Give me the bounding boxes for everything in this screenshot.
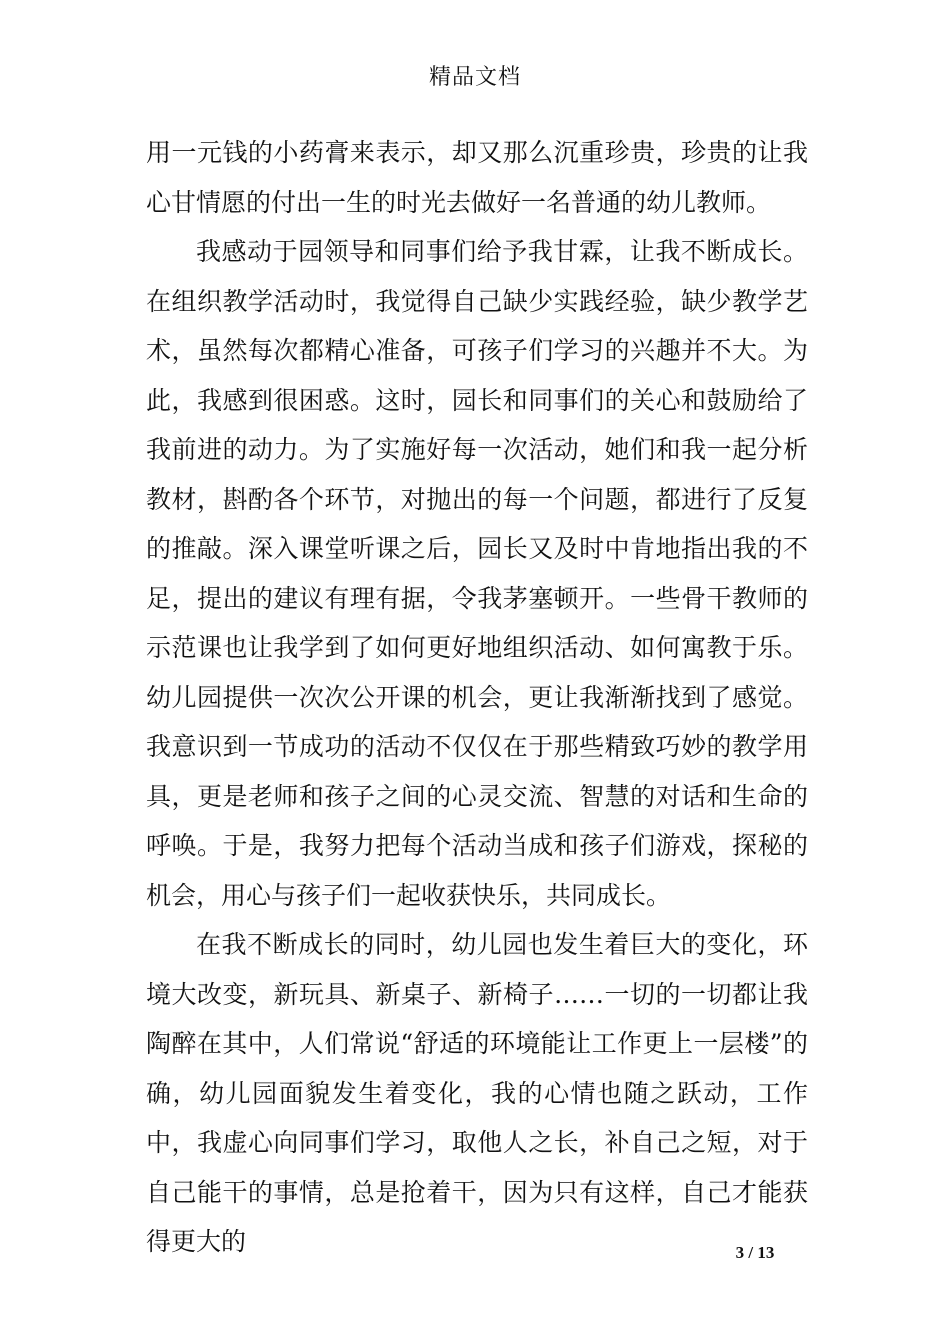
document-body: [146, 128, 808, 1267]
page-header: 精品文档: [428, 65, 521, 90]
paragraph-environment: 在我不断成长的同时，幼儿园也发生着巨大的变化，环境大改变，新玩具、新桌子、新椅子……一切的一切都让我陶醉在其中，人们常说“舒适的环境能让工作更上一层楼”的确，幼儿园面貌发生着变化，我的心情也随之跃动，工作中，我虚心向同事们学习，取他人之长，补自己之短，对于自己能干的事情，总是抢着干，因为只有这样，自己才能获得更大的: [146, 930, 808, 1256]
paragraph-gratitude: 我感动于园领导和同事们给予我甘霖，让我不断成长。在组织教学活动时，我觉得自己缺少实践经验，缺少教学艺术，虽然每次都精心准备，可孩子们学习的兴趣并不大。为此，我感到很困惑。这时，园长和同事们的关心和鼓励给了我前进的动力。为了实施好每一次活动，她们和我一起分析教材，斟酌各个环节，对抛出的每一个问题，都进行了反复的推敲。深入课堂听课之后，园长又及时中肯地指出我的不足，提出的建议有理有据，令我茅塞顿开。一些骨干教师的示范课也让我学到了如何更好地组织活动、如何寓教于乐。幼儿园提供一次次公开课的机会，更让我渐渐找到了感觉。我意识到一节成功的活动不仅仅在于那些精致巧妙的教学用具，更是老师和孩子之间的心灵交流、智慧的对话和生命的呼唤。于是，我努力把每个活动当成和孩子们游戏，探秘的机会，用心与孩子们一起收获快乐，共同成长。: [146, 237, 808, 910]
page-number: 3 / 13: [735, 1243, 775, 1262]
paragraph-continuation: 用一元钱的小药膏来表示，却又那么沉重珍贵，珍贵的让我心甘情愿的付出一生的时光去做好一名普通的幼儿教师。: [146, 138, 808, 217]
